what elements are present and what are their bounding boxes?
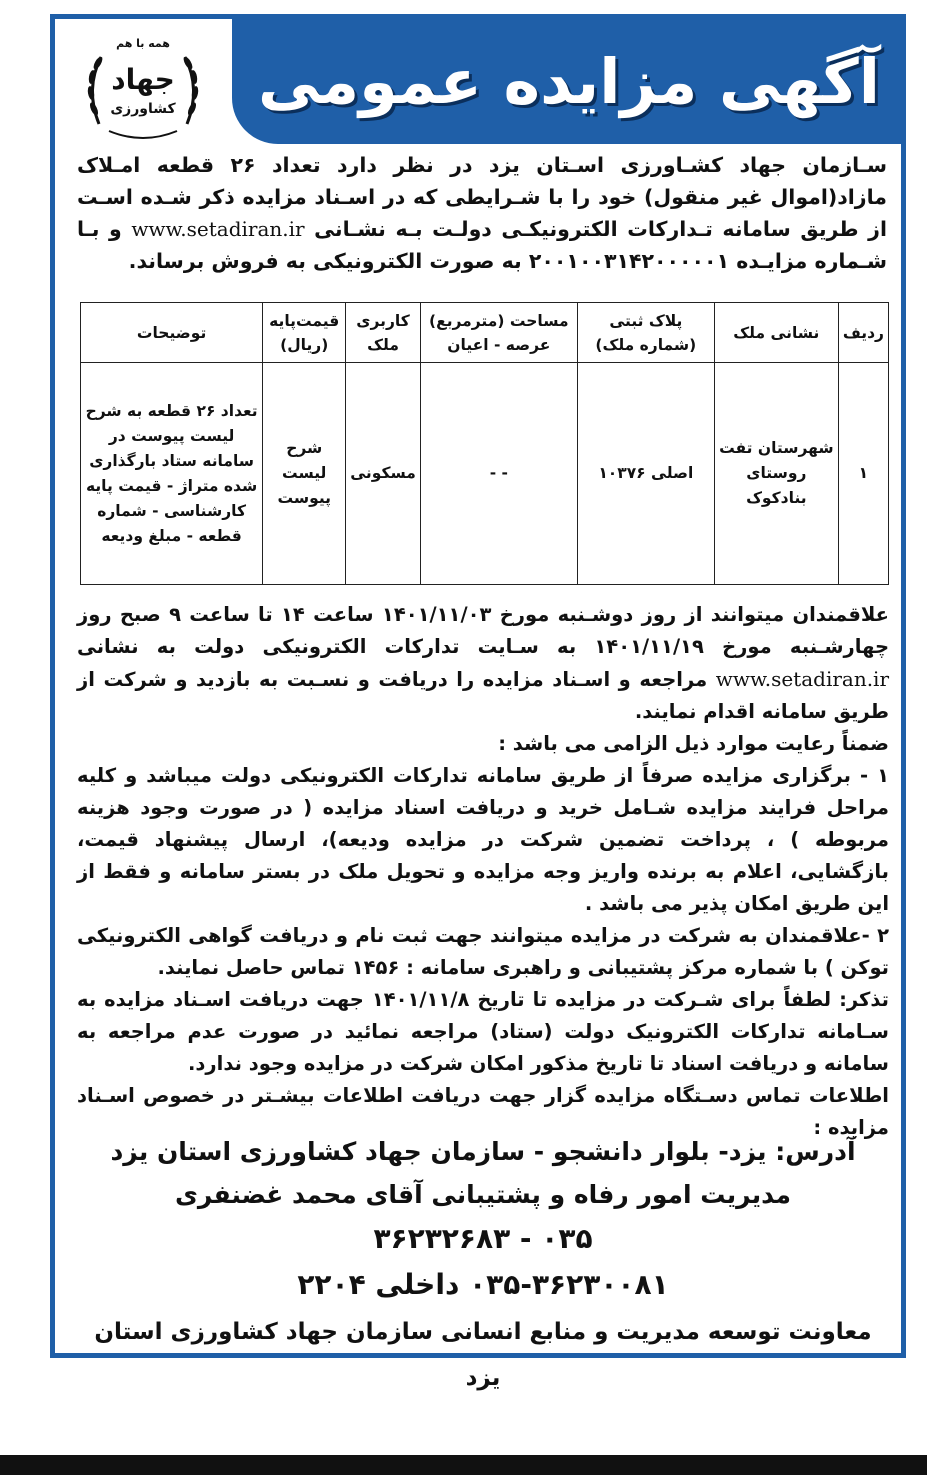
cell-notes: تعداد ۲۶ قطعه به شرح لیست پیوست در سامانه ستاد بارگذاری شده متراژ - قیمت پایه کارشناسی - شماره قطعه - مبلغ ودیعه: [81, 363, 263, 585]
header-usage: کاربری ملک: [346, 303, 421, 363]
intro-url: www.setadiran.ir: [131, 217, 305, 241]
contact-signature: معاونت توسعه مدیریت و منابع انسانی سازمان جهاد کشاورزی استان یزد: [94, 1319, 872, 1391]
cell-plaque: اصلی ۱۰۳۷۶: [577, 363, 714, 585]
paragraph-reminder: تذکر: لطفاً برای شـرکت در مزایده تا تاریخ ۱۴۰۱/۱۱/۸ جهت دریافت اسـناد مزایده به سـامانه تدارکات الکترونیک دولت (ستاد) مراجعه نمائید در صورت عدم مراجعه به سامانه و دریافت اسناد تا تاریخ مذکور امکان شرکت در مزایده وجود ندارد.: [77, 988, 889, 1075]
header-row-number: ردیف: [838, 303, 888, 363]
paragraph-requirements: ضمناً رعایت موارد ذیل الزامی می باشد :: [498, 732, 889, 755]
header-area: مساحت (مترمربع) عرصه - اعیان: [420, 303, 577, 363]
cell-address: شهرستان تفت روستای بنادکوک: [714, 363, 838, 585]
logo-top-text: همه با هم: [116, 37, 170, 50]
logo-main-text: جهاد: [111, 63, 175, 96]
dates-url: www.setadiran.ir: [715, 667, 890, 691]
jahad-keshavarzi-logo-icon: [79, 29, 207, 149]
table-row: [81, 363, 889, 585]
header-price: قیمت‌پایه (ریال): [263, 303, 346, 363]
dates-text-1: علاقمندان میتوانند از روز دوشـنبه مورخ ۱۴۰۱/۱۱/۰۳ ساعت ۱۴ تا ساعت ۹ صبح روز چهارشـنبه مورخ ۱۴۰۱/۱۱/۱۹ به سـایت تدارکات الکترونیکی دولت به نشانی: [77, 603, 889, 658]
cell-usage: مسکونی: [346, 363, 421, 585]
ad-frame: [50, 14, 906, 1391]
conditions-text: [77, 599, 889, 1144]
header-notes: توضیحات: [81, 303, 263, 363]
dates-text-2: مراجعه و اسـناد مزایده را دریافت و نسـبت به بازدید و شرکت از طریق سامانه اقدام نمایند.: [77, 668, 889, 723]
paragraph-contact-intro: اطلاعات تماس دسـتگاه مزایده گزار جهت دریافت اطلاعات بیشـتر در خصوص اسـناد مزایده :: [77, 1084, 889, 1139]
paragraph-item-2: ۲ -علاقمندان به شرکت در مزایده میتوانند جهت ثبت نام و دریافت گواهی الکترونیکی توکن ) با شماره مرکز پشتیبانی و راهبری سامانه : ۱۴۵۶ تماس حاصل نمایند.: [77, 924, 889, 979]
table-header-row: [81, 303, 889, 363]
contact-phone-2: ۰۳۵-۳۶۲۳۰۰۸۱ داخلی ۲۲۰۴: [297, 1268, 669, 1301]
logo-sub-text: کشاورزی: [110, 101, 176, 117]
header-address: نشانی ملک: [714, 303, 838, 363]
cell-area: - -: [420, 363, 577, 585]
paragraph-item-1: ۱ - برگزاری مزایده صرفاً از طریق سامانه تدارکات الکترونیکی دولت میباشد و کلیه مراحل فرایند مزایده شـامل خرید و دریافت اسناد مزایده ( در صورت وجود هزینه مربوطه ) ، پرداخت تضمین شرکت در مزایده ودیعه)، ارسال پیشنهاد قیمت، بازگشایی، اعلام به برنده واریز وجه مزایده و تحویل ملک در بستر سامانه و فقط از این طریق امکان پذیر می باشد .: [77, 764, 889, 915]
contact-phone-1: ۰۳۵ - ۳۶۲۳۲۶۸۳: [373, 1222, 593, 1255]
intro-text-1: سـازمان جهاد کشـاورزی اسـتان یزد در نظر دارد تعداد ۲۶ قطعه امـلاک مازاد(اموال غیر منقول) خود را با شـرایطی که در اسـناد مزایده ذکر شـده اسـت از طریق سامانه تـدارکات الکترونیکـی دولـت بـه نشـانی: [77, 153, 887, 241]
cell-row-number: ۱: [838, 363, 888, 585]
intro-paragraph: [77, 149, 887, 277]
contact-block: [77, 1131, 889, 1391]
header-plaque: پلاک ثبتی (شماره ملک): [577, 303, 714, 363]
contact-address: آدرس: یزد- بلوار دانشجو - سازمان جهاد کشاورزی استان یزد: [110, 1137, 856, 1166]
title-banner: [232, 19, 906, 144]
property-table: [80, 302, 889, 585]
contact-manager: مدیریت امور رفاه و پشتیبانی آقای محمد غضنفری: [174, 1180, 791, 1209]
cell-price: شرح لیست پیوست: [263, 363, 346, 585]
page-title: آگهی مزایده عمومی: [258, 45, 880, 118]
bottom-bar: [0, 1455, 927, 1475]
intro-text-2: و بـا شـماره مزایـده ۲۰۰۱۰۰۳۱۴۲۰۰۰۰۰۱ به صورت الکترونیکی به فروش برساند.: [77, 217, 887, 273]
paragraph-dates: [77, 599, 889, 728]
